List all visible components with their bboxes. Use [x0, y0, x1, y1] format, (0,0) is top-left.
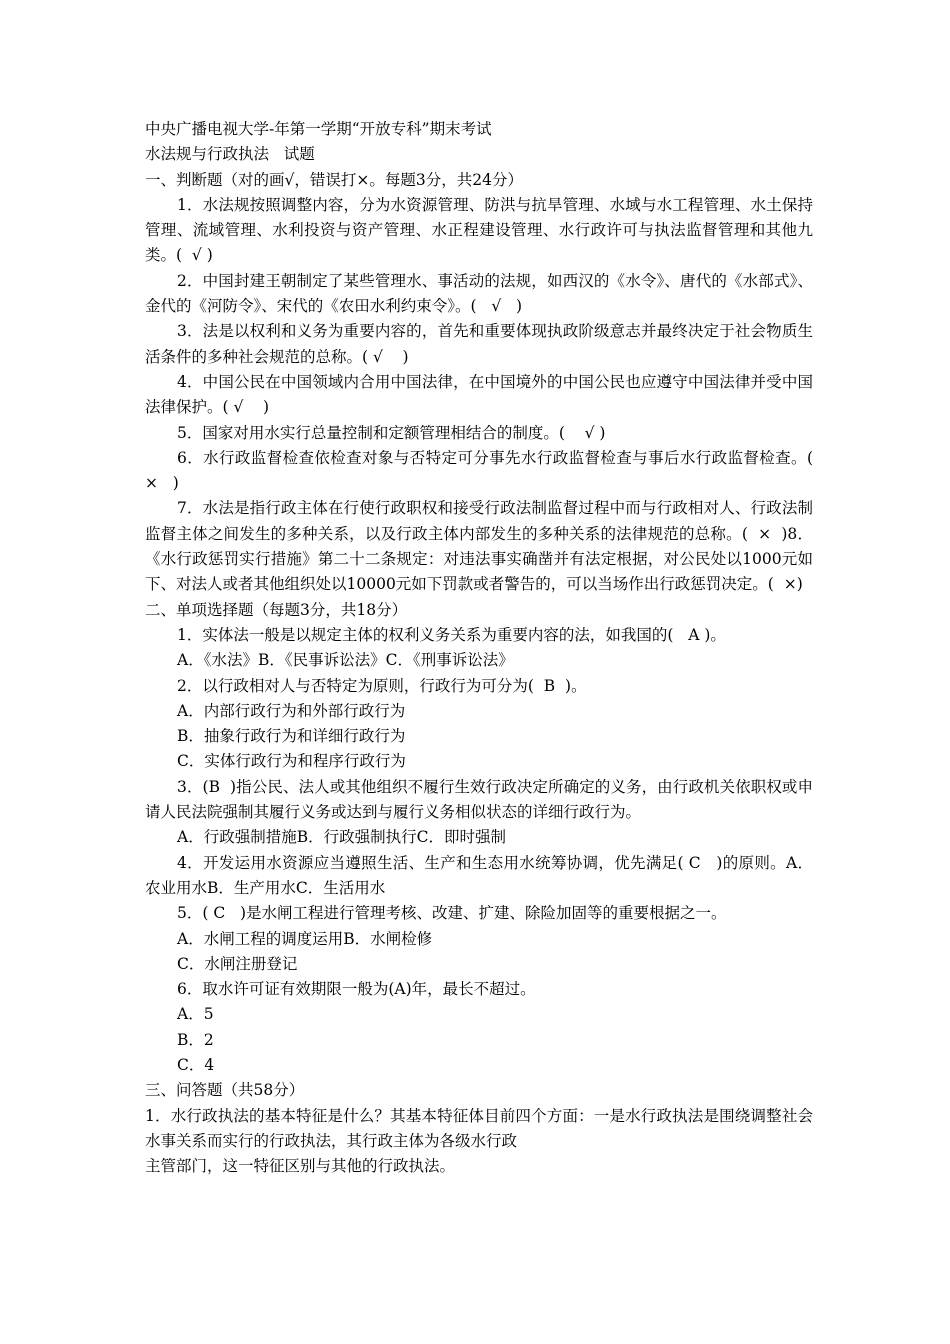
choice-question-1: 1．实体法一般是以规定主体的权利义务关系为重要内容的法，如我国的( A )。: [177, 625, 726, 644]
choice-option-6b: B．2: [177, 1030, 214, 1049]
true-false-item-7-8: 7．水法是指行政主体在行使行政职权和接受行政法制监督过程中而与行政相对人、行政法制监督主体之间发生的多种关系，以及行政主体内部发生的多种关系的法律规范的总称。( × )8．《水行政惩罚实行措施》第二十二条规定：对违法事实确凿并有法定根据，对公民处以1000元如下、对法人或者其他组织处以10000元如下罚款或者警告的，可以当场作出行政惩罚决定。( ×): [145, 499, 813, 594]
section-heading-single-choice: 二、单项选择题（每题3分，共18分）: [145, 600, 408, 619]
choice-question-4: 4．开发运用水资源应当遵照生活、生产和生态用水统筹协调，优先满足( C )的原则。A．农业用水B．生产用水C．生活用水: [145, 853, 813, 897]
choice-option-2c: C．实体行政行为和程序行政行为: [177, 752, 406, 771]
exam-title: 中央广播电视大学-年第一学期“开放专科”期末考试: [145, 120, 492, 138]
qa-question-1-continued: 主管部门，这一特征区别与其他的行政执法。: [145, 1157, 456, 1176]
choice-options-3: A．行政强制措施B．行政强制执行C．即时强制: [177, 828, 506, 847]
true-false-item-4: 4．中国公民在中国领域内合用中国法律，在中国境外的中国公民也应遵守中国法律并受中国法律保护。( √ ): [145, 372, 813, 417]
choice-option-5c: C．水闸注册登记: [177, 954, 298, 973]
true-false-item-3: 3．法是以权利和义务为重要内容的，首先和重要体现执政阶级意志并最终决定于社会物质生活条件的多种社会规范的总称。( √ ): [145, 322, 813, 366]
exam-document: [145, 117, 823, 1179]
choice-option-2a: A．内部行政行为和外部行政行为: [177, 701, 406, 720]
true-false-item-2: 2．中国封建王朝制定了某些管理水、事活动的法规，如西汉的《水令》、唐代的《水部式》、金代的《河防令》、宋代的《农田水利约束令》。( √ ): [145, 271, 813, 316]
choice-question-2: 2．以行政相对人与否特定为原则，行政行为可分为( B )。: [177, 676, 587, 695]
choice-option-6c: C．4: [177, 1055, 215, 1074]
qa-question-1: 1．水行政执法的基本特征是什么？其基本特征体目前四个方面：一是水行政执法是围绕调整社会水事关系而实行的行政执法，其行政主体为各级水行政: [145, 1106, 813, 1150]
choice-options-1: A．《水法》B．《民事诉讼法》C．《刑事诉讼法》: [177, 651, 514, 670]
exam-subject: 水法规与行政执法 试题: [145, 145, 315, 164]
choice-options-5ab: A．水闸工程的调度运用B．水闸检修: [177, 929, 433, 948]
choice-question-6: 6．取水许可证有效期限一般为(A)年，最长不超过。: [177, 980, 536, 999]
choice-option-6a: A．5: [177, 1005, 214, 1024]
true-false-item-1: 1．水法规按照调整内容，分为水资源管理、防洪与抗旱管理、水域与水工程管理、水土保持管理、流域管理、水利投资与资产管理、水正程建设管理、水行政许可与执法监督管理和其他九类。( √ ): [145, 195, 813, 265]
true-false-item-6: 6．水行政监督检查依检查对象与否特定可分事先水行政监督检查与事后水行政监督检查。( × ): [145, 448, 823, 493]
section-heading-true-false: 一、判断题（对的画√，错误打×。每题3分，共24分）: [145, 170, 523, 189]
choice-question-3: 3．(B )指公民、法人或其他组织不履行生效行政决定所确定的义务，由行政机关依职权或申请人民法院强制其履行义务或达到与履行义务相似状态的详细行政行为。: [145, 777, 813, 822]
section-heading-qa: 三、问答题（共58分）: [145, 1081, 305, 1100]
choice-option-2b: B．抽象行政行为和详细行政行为: [177, 727, 406, 746]
true-false-item-5: 5．国家对用水实行总量控制和定额管理相结合的制度。( √ ): [177, 423, 606, 442]
choice-question-5: 5．( C )是水闸工程进行管理考核、改建、扩建、除险加固等的重要根据之一。: [177, 904, 727, 923]
